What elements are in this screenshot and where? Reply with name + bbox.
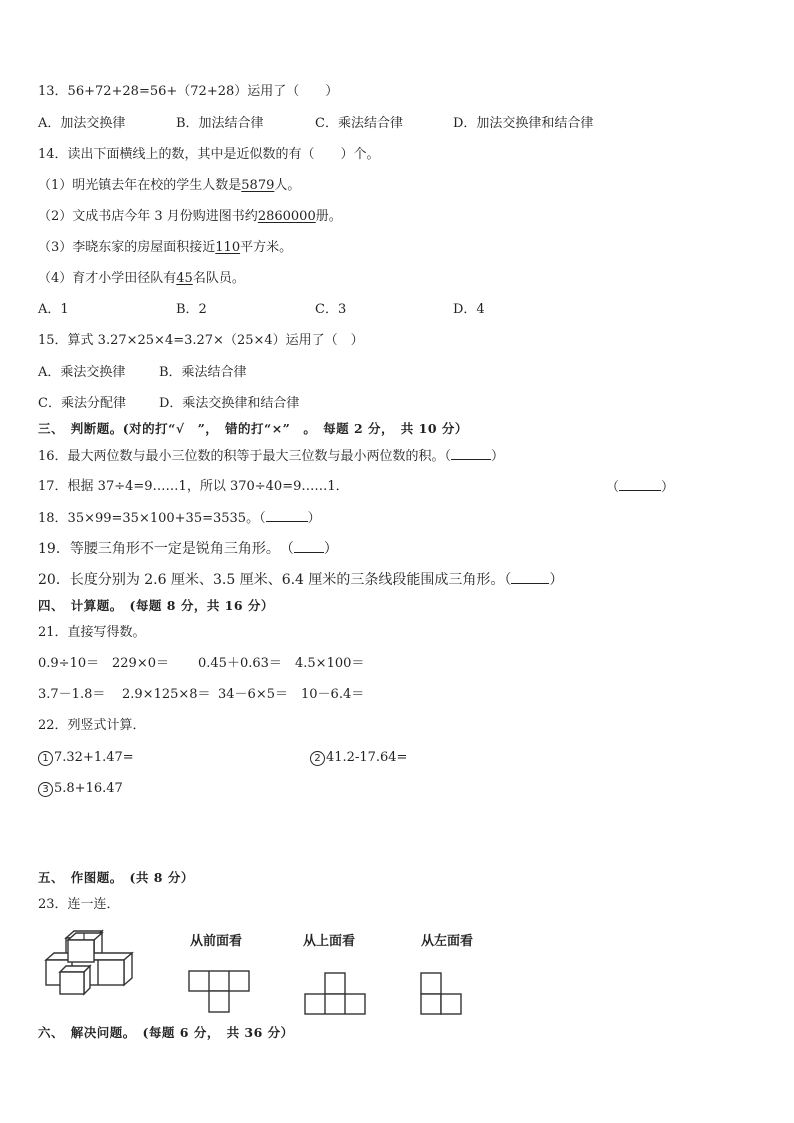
q16-answer-blank[interactable] (451, 447, 491, 460)
q14-item-1 (38, 177, 300, 195)
view-drawing-1[interactable] (188, 970, 250, 1014)
q22-item-2-expr: 41.2-17.64= (326, 750, 408, 765)
section-6-heading: 六、 解决问题。 (每题 6 分， 共 36 分） (38, 1025, 294, 1040)
view-label-front: 从前面看 (190, 934, 243, 949)
q18-close: ） (307, 511, 321, 526)
q15-option-a: A．乘法交换律 (38, 365, 126, 380)
cube-stack-figure (40, 928, 140, 1000)
q22-item-3 (38, 780, 123, 798)
q17-text: 17．根据 37÷4=9……1，所以 370÷40=9……1． (38, 479, 349, 494)
section-4-heading: 四、 计算题。 (每题 8 分，共 16 分） (38, 598, 274, 613)
q13-option-a: A．加法交换律 (38, 116, 126, 131)
q17-answer (606, 478, 674, 497)
view-label-left: 从左面看 (421, 934, 474, 949)
q19-text: 19．等腰三角形不一定是锐角三角形。 （ (38, 541, 294, 557)
q13-option-b: B．加法结合律 (176, 116, 264, 131)
circled-number-2: 2 (310, 751, 325, 766)
q16-close: ） (491, 449, 505, 464)
q19 (38, 540, 338, 558)
q15-option-b: B．乘法结合律 (159, 365, 247, 380)
q14-item-3-pre: （3）李晓东家的房屋面积接近 (38, 240, 216, 255)
q19-close: ） (323, 541, 338, 557)
q13-option-c: C．乘法结合律 (315, 116, 403, 131)
q21-r1-c1: 0.9÷10＝ (38, 656, 100, 671)
q14-item-1-pre: （1）明光镇去年在校的学生人数是 (38, 178, 242, 193)
circled-number-3: 3 (38, 782, 53, 797)
view-drawing-3[interactable] (420, 972, 464, 1016)
q23-stem: 23．连一连． (38, 897, 120, 912)
q20-close: ） (549, 572, 564, 588)
q16-text: 16．最大两位数与最小三位数的积等于最大三位数与最小两位数的积。（ (38, 449, 452, 464)
q18-text: 18．35×99=35×100+35=3535。（ (38, 511, 266, 526)
q21-r2-c3: 34－6×5＝ (218, 687, 288, 702)
q14-item-4-number: 45 (176, 271, 193, 286)
section-5-heading: 五、 作图题。 (共 8 分） (38, 870, 194, 885)
q21-r2-c1: 3.7－1.8＝ (38, 687, 106, 702)
q17-close: ） (661, 480, 675, 495)
q16 (38, 447, 504, 466)
q20-text: 20．长度分别为 2.6 厘米、3.5 厘米、6.4 厘米的三条线段能围成三角形。（ (38, 572, 512, 588)
q14-item-3-number: 110 (215, 240, 241, 255)
q14-item-4 (38, 270, 245, 288)
q14-option-b: B．2 (176, 302, 207, 317)
q15-stem: 15．算式 3.27×25×4=3.27×（25×4）运用了（ ） (38, 333, 364, 348)
view-label-top: 从上面看 (303, 934, 356, 949)
q17 (38, 478, 349, 496)
q17-answer-blank[interactable] (619, 478, 661, 491)
q20 (38, 571, 563, 589)
q14-item-4-pre: （4）育才小学田径队有 (38, 271, 177, 286)
q14-option-c: C．3 (315, 302, 347, 317)
q14-item-4-post: 名队员。 (192, 271, 245, 286)
q14-stem: 14．读出下面横线上的数，其中是近似数的有（ ）个。 (38, 147, 380, 162)
q18 (38, 509, 321, 528)
q21-r1-c3: 0.45＋0.63＝ (198, 656, 282, 671)
q18-answer-blank[interactable] (266, 509, 308, 522)
q13-option-d: D．加法交换律和结合律 (453, 116, 594, 131)
q20-answer-blank[interactable] (511, 571, 549, 584)
q15-option-c: C．乘法分配律 (38, 396, 126, 411)
view-drawing-2[interactable] (304, 972, 366, 1016)
q14-item-3 (38, 239, 292, 257)
q14-item-3-post: 平方米。 (240, 240, 293, 255)
q21-r2-c2: 2.9×125×8＝ (122, 687, 211, 702)
q21-r1-c4: 4.5×100＝ (295, 656, 365, 671)
q14-option-a: A．1 (38, 302, 69, 317)
q21-r1-c2: 229×0＝ (112, 656, 169, 671)
q17-open: （ (606, 480, 620, 495)
q22-stem: 22．列竖式计算． (38, 718, 146, 733)
q14-item-1-post: 人。 (274, 178, 301, 193)
circled-number-1: 1 (38, 751, 53, 766)
q15-option-d: D．乘法交换律和结合律 (159, 396, 300, 411)
q14-item-2 (38, 208, 342, 226)
q14-item-2-number: 2860000 (257, 209, 316, 224)
q14-item-2-pre: （2）文成书店今年 3 月份购进图书约 (38, 209, 258, 224)
section-3-heading: 三、 判断题。(对的打“√ ”， 错的打“×” 。 每题 2 分， 共 10 分） (38, 421, 468, 436)
q14-item-2-post: 册。 (315, 209, 342, 224)
q14-option-d: D．4 (453, 302, 485, 317)
q22-item-1-expr: 7.32+1.47= (54, 750, 134, 765)
q22-item-1 (38, 749, 134, 767)
q21-stem: 21．直接写得数。 (38, 625, 146, 640)
q14-item-1-number: 5879 (241, 178, 275, 193)
q21-r2-c4: 10－6.4＝ (301, 687, 365, 702)
q19-answer-blank[interactable] (294, 540, 324, 553)
q22-item-3-expr: 5.8+16.47 (54, 781, 123, 796)
q13-stem: 13．56+72+28=56+（72+28）运用了（ ） (38, 84, 339, 99)
q22-item-2 (310, 749, 407, 767)
